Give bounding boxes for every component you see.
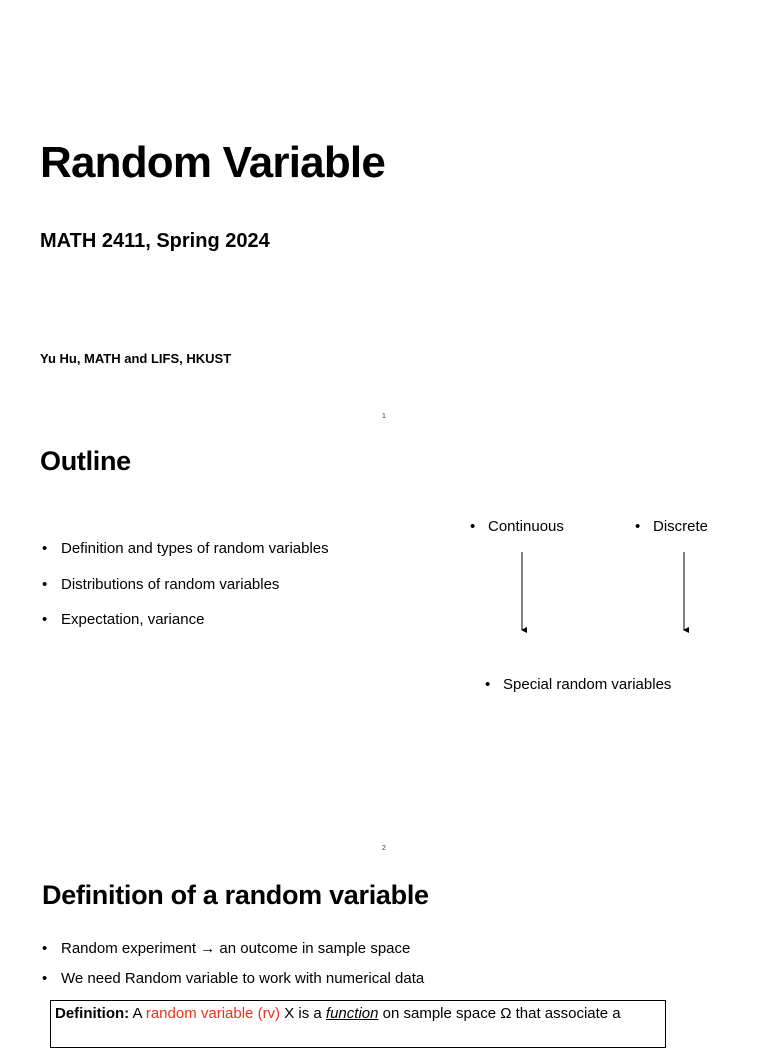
definition-text: on sample space Ω that associate a bbox=[378, 1005, 621, 1022]
definition-intro-list bbox=[40, 940, 424, 1000]
type-discrete: • Discrete bbox=[635, 518, 708, 535]
list-item: • Expectation, variance bbox=[40, 611, 329, 647]
type-special: • Special random variables bbox=[485, 676, 671, 693]
definition-text: X is a bbox=[280, 1005, 326, 1022]
list-item: • Distributions of random variables bbox=[40, 576, 329, 612]
title-slide bbox=[0, 0, 768, 432]
arrows-diagram bbox=[0, 432, 768, 864]
definition-label: Definition: bbox=[55, 1005, 130, 1022]
list-item: • Random experiment → an outcome in sample space bbox=[40, 940, 424, 970]
definition-box bbox=[50, 1000, 666, 1048]
definition-term: random variable (rv) bbox=[145, 1005, 281, 1022]
definition-slide bbox=[0, 864, 768, 1024]
page-number: 1 bbox=[382, 413, 386, 420]
list-item: • We need Random variable to work with numerical data bbox=[40, 970, 424, 1000]
type-continuous: • Continuous bbox=[470, 518, 564, 535]
page-number: 2 bbox=[382, 845, 386, 852]
course-subtitle: MATH 2411, Spring 2024 bbox=[40, 230, 270, 252]
outline-slide bbox=[0, 432, 768, 864]
outline-list bbox=[40, 540, 329, 647]
slide-heading: Definition of a random variable bbox=[42, 880, 429, 910]
presentation-title: Random Variable bbox=[40, 138, 386, 187]
author-line: Yu Hu, MATH and LIFS, HKUST bbox=[40, 351, 232, 366]
list-item: • Definition and types of random variables bbox=[40, 540, 329, 576]
definition-text: A bbox=[129, 1005, 146, 1022]
definition-emphasis: function bbox=[325, 1005, 379, 1022]
slide-heading: Outline bbox=[40, 446, 131, 476]
